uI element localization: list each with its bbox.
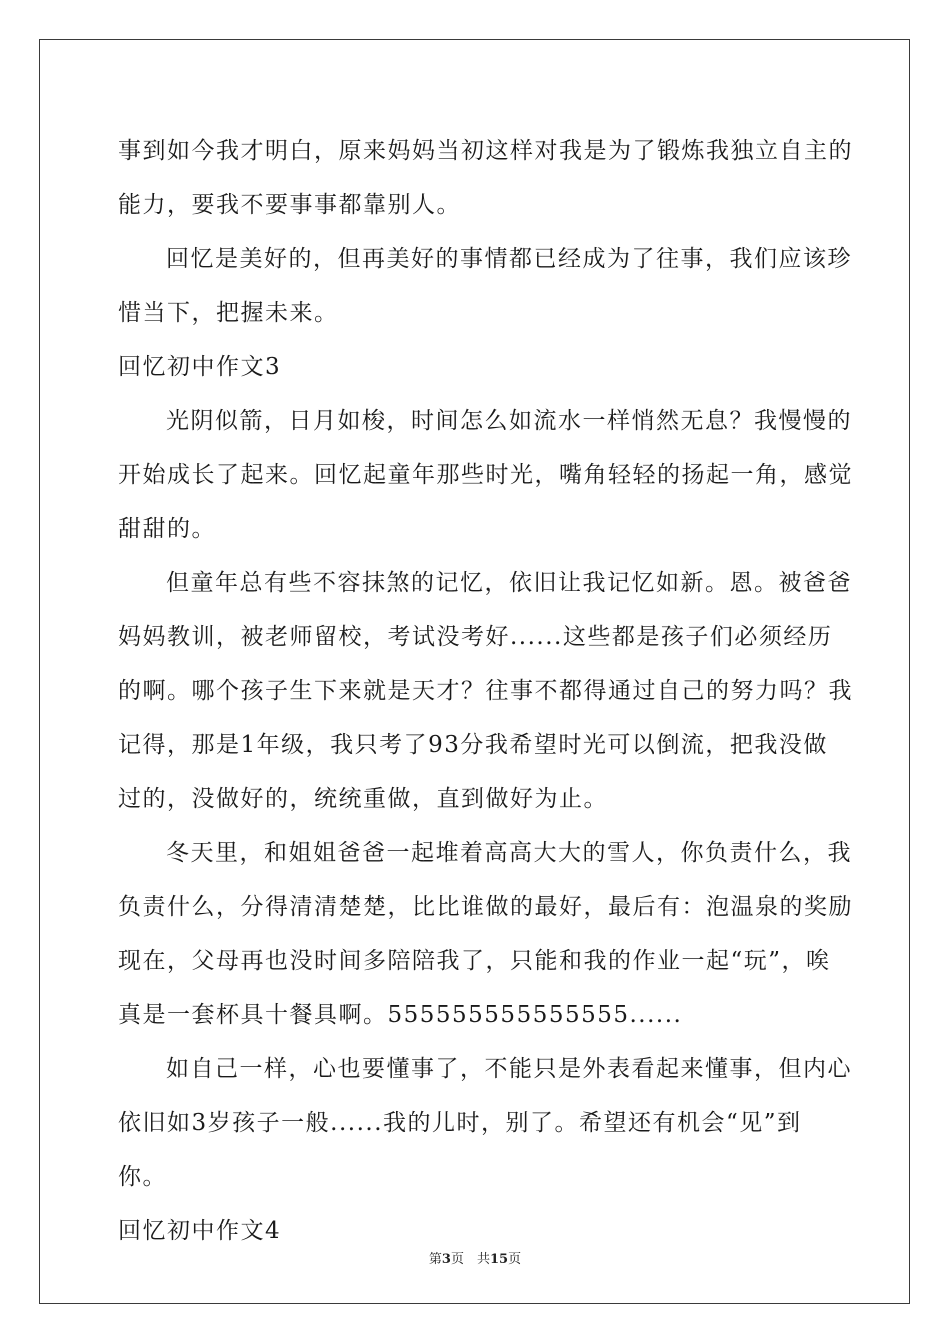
text-line: 妈妈教训，被老师留校，考试没考好......这些都是孩子们必须经历 <box>118 624 833 650</box>
page-footer <box>0 1248 950 1267</box>
footer-total-pages: 15 <box>489 1252 509 1267</box>
text-line: 真是一套杯具十餐具啊。555555555555555...... <box>118 1002 683 1028</box>
text-line: 依旧如3岁孩子一般......我的儿时，别了。希望还有机会“见”到 <box>118 1110 802 1136</box>
text-line: 甜甜的。 <box>118 516 216 542</box>
text-line: 光阴似箭，日月如梭，时间怎么如流水一样悄然无息？我慢慢的 <box>166 408 852 434</box>
text-line: 但童年总有些不容抹煞的记忆，依旧让我记忆如新。恩。被爸爸 <box>166 570 852 596</box>
text-line: 能力，要我不要事事都靠别人。 <box>118 192 461 218</box>
text-line: 过的，没做好的，统统重做，直到做好为止。 <box>118 786 608 812</box>
text-line: 事到如今我才明白，原来妈妈当初这样对我是为了锻炼我独立自主的 <box>118 138 853 164</box>
text-line: 开始成长了起来。回忆起童年那些时光，嘴角轻轻的扬起一角，感觉 <box>118 462 853 488</box>
section-heading: 回忆初中作文3 <box>118 354 282 380</box>
footer-suffix: 页 <box>508 1252 522 1267</box>
text-line: 现在，父母再也没时间多陪陪我了，只能和我的作业一起“玩”，唉 <box>118 948 831 974</box>
text-line: 惜当下，把握未来。 <box>118 300 339 326</box>
document-body <box>118 124 853 1258</box>
text-line: 回忆是美好的，但再美好的事情都已经成为了往事，我们应该珍 <box>166 246 852 272</box>
text-line: 你。 <box>118 1164 167 1190</box>
footer-page-number: 3 <box>441 1252 451 1267</box>
footer-middle: 页 共 <box>450 1252 490 1267</box>
text-line: 冬天里，和姐姐爸爸一起堆着高高大大的雪人，你负责什么，我 <box>166 840 852 866</box>
text-line: 记得，那是1年级，我只考了93分我希望时光可以倒流，把我没做 <box>118 732 828 758</box>
text-line: 如自己一样，心也要懂事了，不能只是外表看起来懂事，但内心 <box>166 1056 852 1082</box>
section-heading: 回忆初中作文4 <box>118 1218 282 1244</box>
footer-prefix: 第 <box>428 1252 442 1267</box>
text-line: 负责什么，分得清清楚楚，比比谁做的最好，最后有：泡温泉的奖励 <box>118 894 853 920</box>
text-line: 的啊。哪个孩子生下来就是天才？往事不都得通过自己的努力吗？我 <box>118 678 853 704</box>
